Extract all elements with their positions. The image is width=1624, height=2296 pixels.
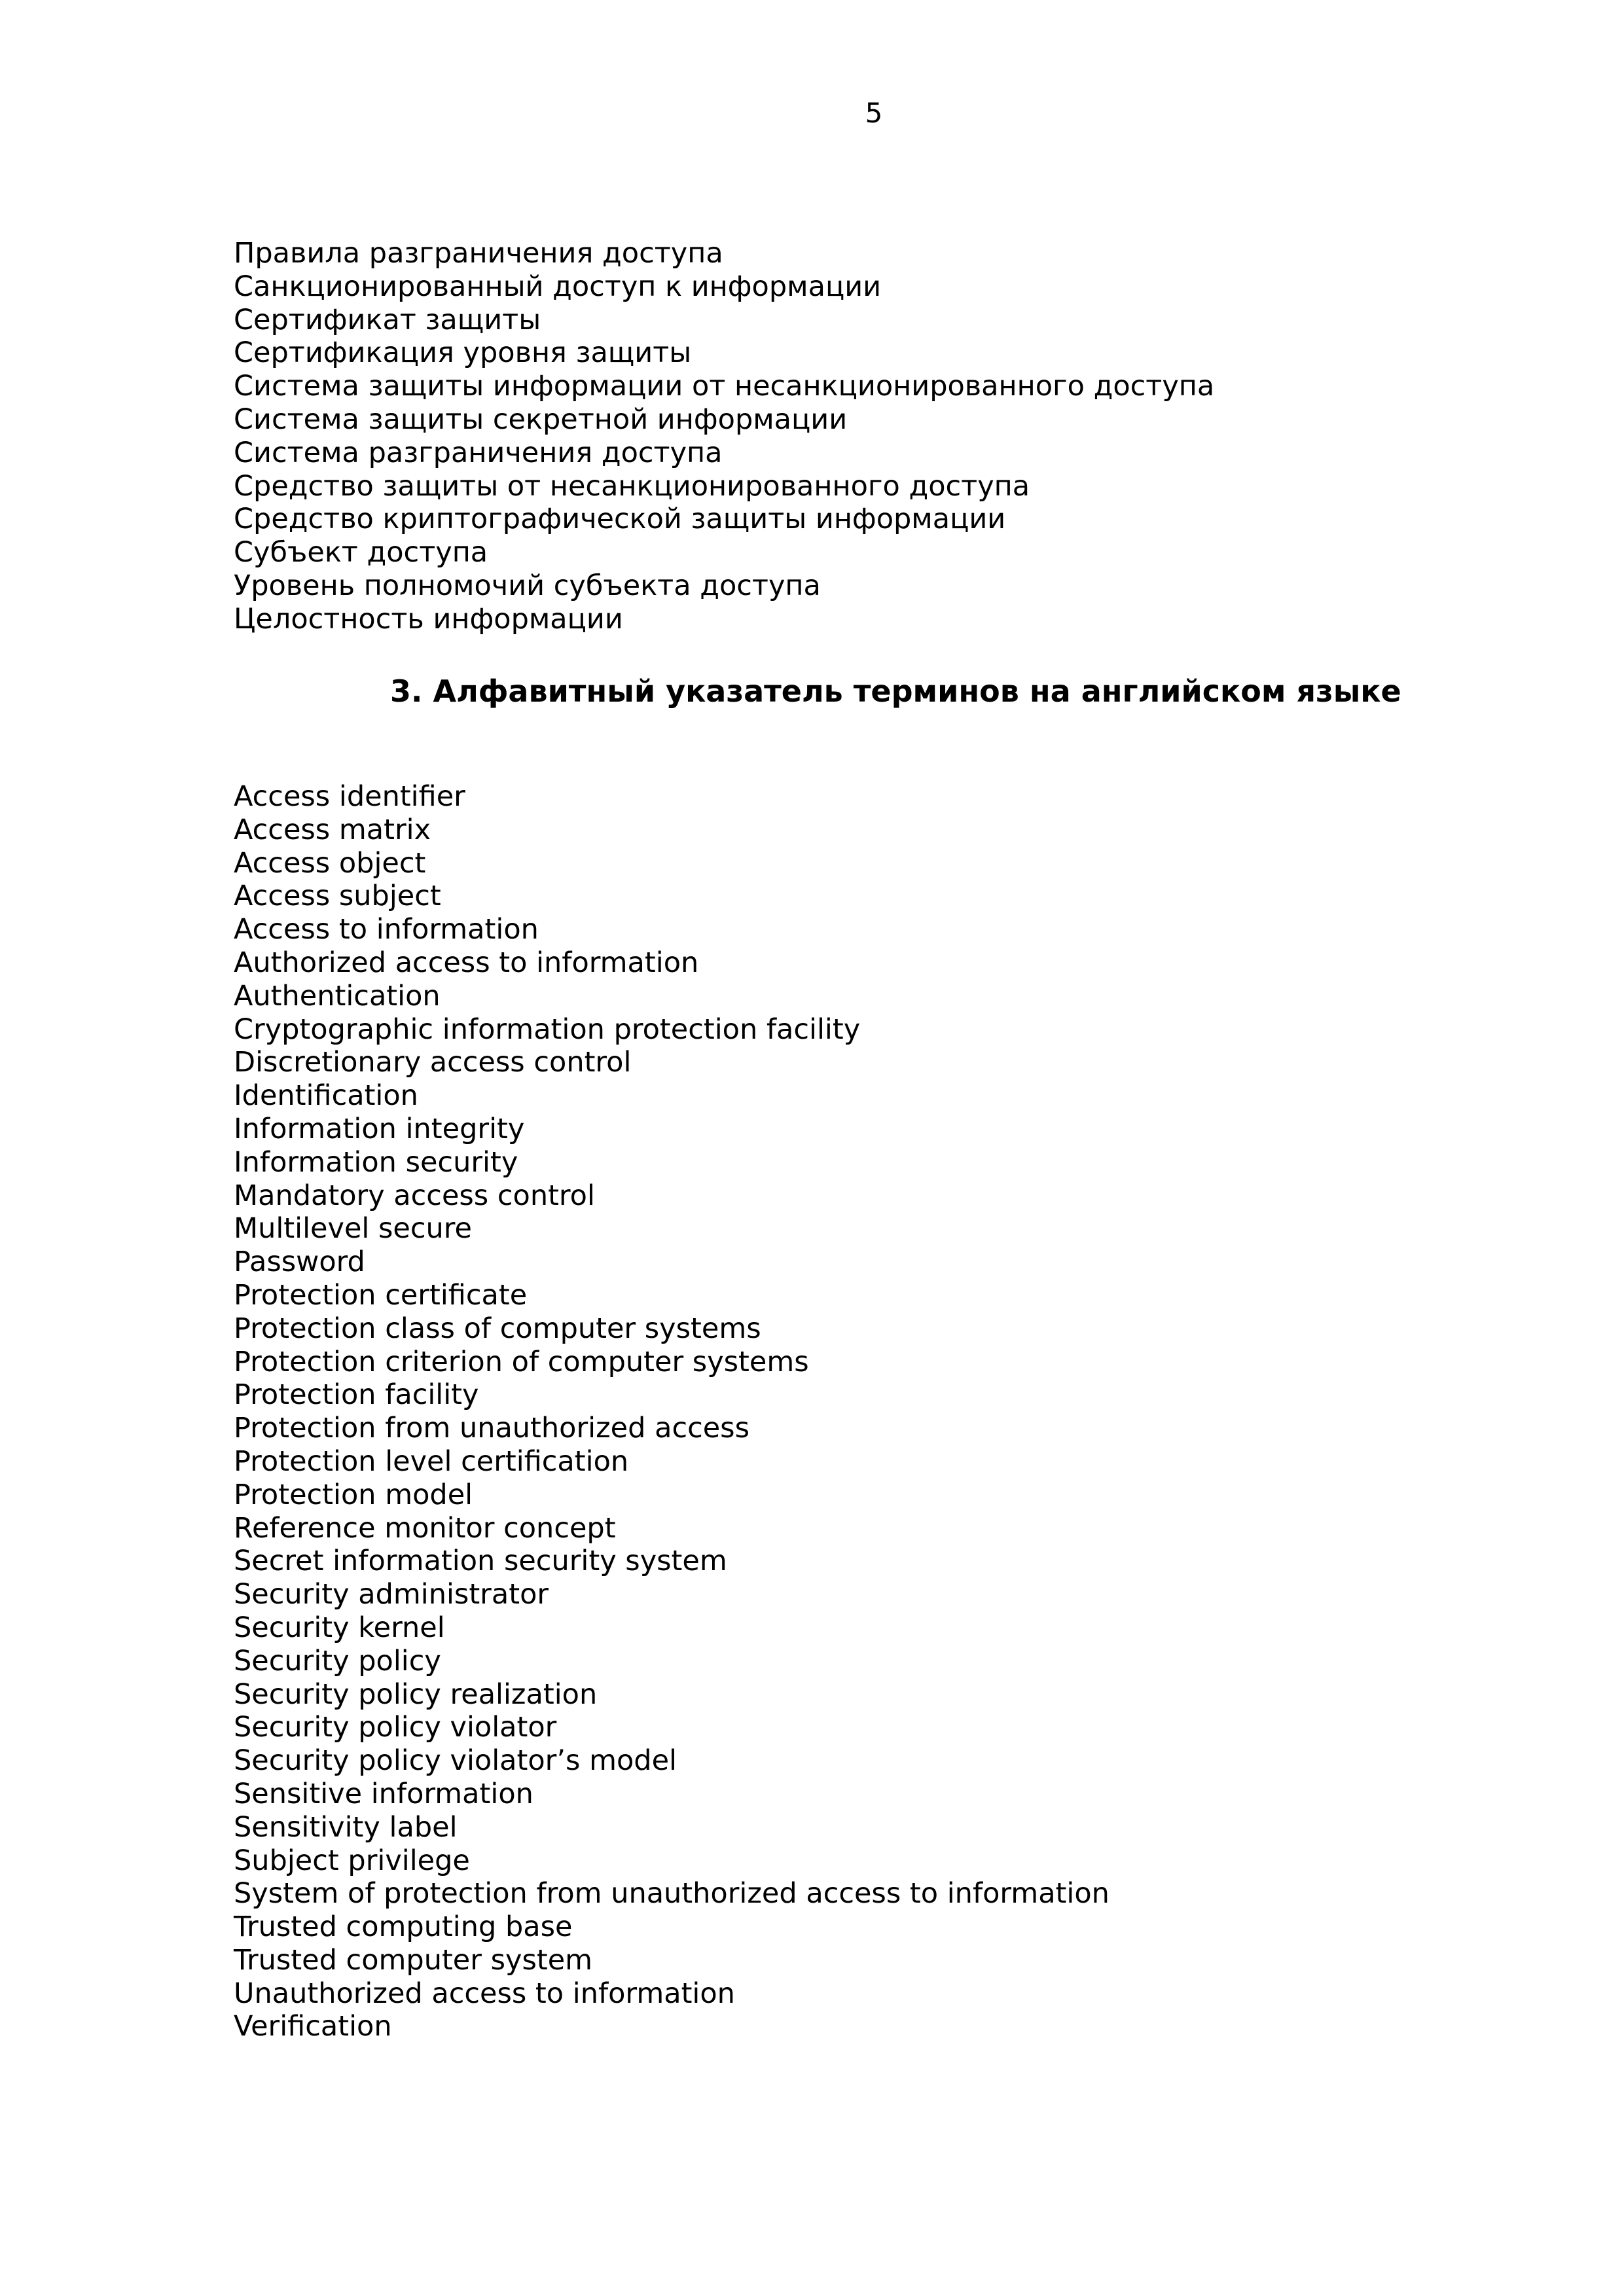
english-term-item: Sensitivity label xyxy=(234,1810,458,1844)
english-term-item: Password xyxy=(234,1246,365,1279)
english-term-item: Security policy xyxy=(234,1644,441,1677)
russian-term-item: Санкционированный доступ к информации xyxy=(234,270,882,303)
section-heading: 3. Алфавитный указатель терминов на английском языке xyxy=(390,673,1401,709)
english-term-item: Security administrator xyxy=(234,1578,549,1611)
russian-term-item: Сертификация уровня защиты xyxy=(234,336,692,370)
english-term-item: Protection criterion of computer systems xyxy=(234,1345,809,1378)
english-term-item: Access subject xyxy=(234,880,441,913)
english-term-item: Protection class of computer systems xyxy=(234,1312,761,1345)
english-term-item: Access matrix xyxy=(234,813,431,846)
english-term-item: Authorized access to information xyxy=(234,946,699,979)
russian-term-item: Система разграничения доступа xyxy=(234,436,723,469)
english-term-item: Information security xyxy=(234,1145,518,1179)
english-term-item: Access object xyxy=(234,846,426,880)
english-term-item: Unauthorized access to information xyxy=(234,1977,735,2010)
russian-term-item: Уровень полномочий субъекта доступа xyxy=(234,569,821,602)
english-term-item: Security policy violator’s model xyxy=(234,1744,677,1778)
russian-term-item: Средство защиты от несанкционированного доступа xyxy=(234,469,1030,503)
english-term-item: Access identifier xyxy=(234,780,465,813)
english-term-item: Secret information security system xyxy=(234,1545,727,1578)
english-term-item: Protection level certification xyxy=(234,1444,629,1478)
english-term-item: Security policy violator xyxy=(234,1711,557,1744)
english-term-item: Access to information xyxy=(234,913,539,946)
russian-term-item: Правила разграничения доступа xyxy=(234,237,723,270)
russian-term-item: Субъект доступа xyxy=(234,536,488,569)
english-term-item: Sensitive information xyxy=(234,1777,533,1810)
english-term-item: Mandatory access control xyxy=(234,1179,595,1212)
english-term-list xyxy=(234,780,1110,2043)
english-term-item: Multilevel secure xyxy=(234,1212,472,1246)
english-term-item: Reference monitor concept xyxy=(234,1511,616,1545)
english-term-item: Information integrity xyxy=(234,1112,525,1145)
russian-term-item: Сертификат защиты xyxy=(234,303,541,336)
english-term-item: Subject privilege xyxy=(234,1844,470,1877)
russian-term-item: Целостность информации xyxy=(234,602,623,636)
english-term-item: Trusted computing base xyxy=(234,1910,573,1944)
russian-term-item: Система защиты информации от несанкционированного доступа xyxy=(234,370,1215,403)
english-term-item: Protection model xyxy=(234,1478,473,1511)
english-term-item: Verification xyxy=(234,2010,392,2043)
page-number: 5 xyxy=(865,97,883,129)
english-term-item: Discretionary access control xyxy=(234,1046,632,1079)
russian-term-item: Средство криптографической защиты информации xyxy=(234,503,1006,536)
english-term-item: Protection from unauthorized access xyxy=(234,1412,749,1445)
english-term-item: Protection facility xyxy=(234,1378,479,1412)
english-term-item: System of protection from unauthorized access to information xyxy=(234,1877,1110,1910)
english-term-item: Security kernel xyxy=(234,1611,445,1644)
english-term-item: Authentication xyxy=(234,979,441,1013)
russian-term-item: Система защиты секретной информации xyxy=(234,403,848,436)
english-term-item: Cryptographic information protection facility xyxy=(234,1013,861,1046)
english-term-item: Security policy realization xyxy=(234,1677,598,1711)
english-term-item: Identification xyxy=(234,1079,418,1113)
russian-term-list xyxy=(234,237,1214,636)
english-term-item: Trusted computer system xyxy=(234,1943,593,1977)
english-term-item: Protection certificate xyxy=(234,1278,528,1312)
